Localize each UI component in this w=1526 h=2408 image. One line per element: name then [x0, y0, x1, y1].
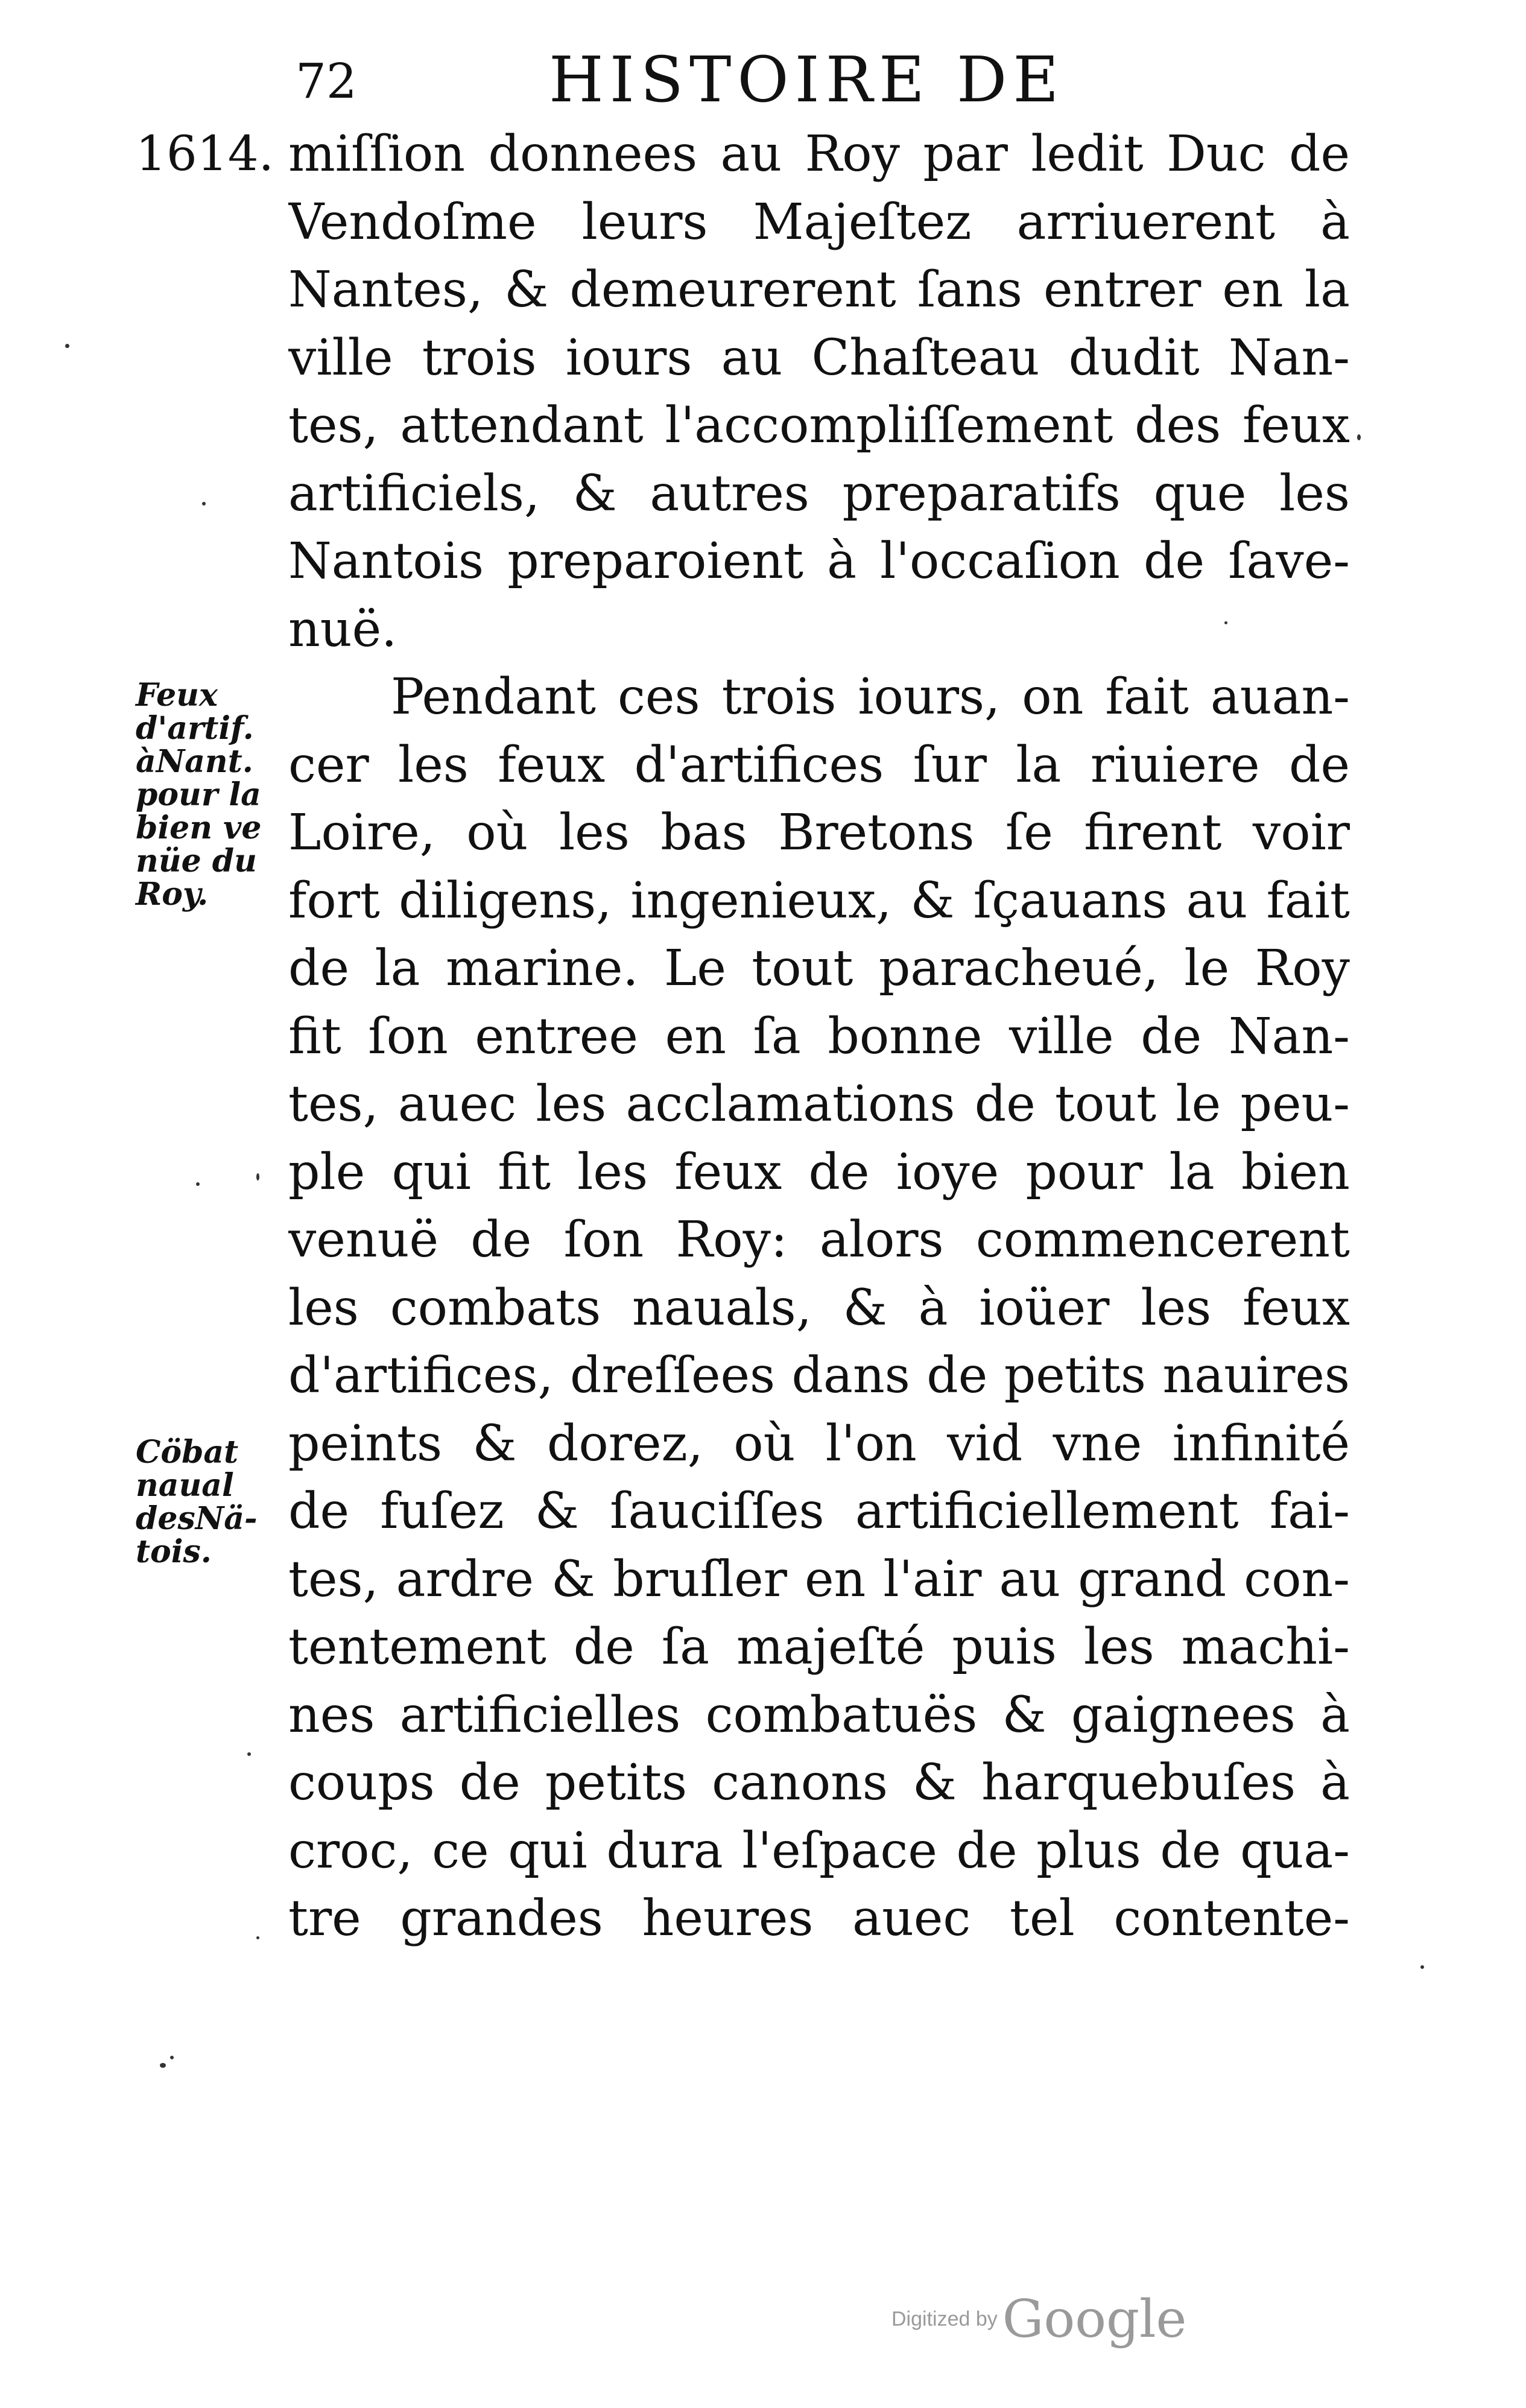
google-logo: Google: [1002, 2289, 1187, 2349]
text-line: de la marine. Le tout paracheué, le Roy: [288, 940, 1350, 997]
ink-speck: [1357, 434, 1361, 440]
text-line: Nantes, & demeurerent ſans entrer en la: [288, 261, 1350, 318]
margin-note-line: àNant.: [136, 743, 253, 780]
margin-note-line: desNä-: [136, 1500, 258, 1537]
text-line: artificiels, & autres preparatifs que les: [288, 464, 1350, 522]
ink-speck: [65, 344, 69, 348]
text-line: Pendant ces trois iours, on fait auan-: [391, 668, 1350, 726]
ink-speck: [247, 1752, 251, 1756]
digitized-by-label: Digitized by: [891, 2307, 998, 2331]
ink-speck: [160, 2063, 166, 2068]
text-line: miſſion donnees au Roy par ledit Duc de: [288, 125, 1350, 183]
text-line: croc, ce qui dura l'eſpace de plus de qua-: [288, 1822, 1350, 1880]
text-line: ville trois iours au Chaſteau dudit Nan-: [288, 329, 1350, 387]
text-line: ple qui fit les feux de ioye pour la bien: [288, 1143, 1350, 1201]
margin-note-line: nüe du: [136, 843, 257, 879]
text-line: peints & dorez, où l'on vid vne infinité: [288, 1415, 1350, 1472]
text-line: tes, ardre & bruſler en l'air au grand con-: [288, 1550, 1350, 1608]
digitized-watermark: [891, 2289, 1186, 2349]
text-line: tentement de ſa majeſté puis les machi-: [288, 1618, 1350, 1676]
margin-note-line: tois.: [136, 1533, 212, 1570]
text-line: venuë de ſon Roy: alors commencerent: [288, 1211, 1350, 1269]
text-line: d'artifices, dreſſees dans de petits nauires: [288, 1347, 1350, 1404]
margin-note-naval-combat: [136, 1436, 287, 1568]
ink-speck: [1224, 621, 1227, 624]
body-text: [288, 121, 1350, 1953]
ink-speck: [196, 1182, 200, 1186]
text-line: cer les feux d'artifices ſur la riuiere de: [288, 736, 1350, 794]
ink-speck: [256, 1936, 259, 1939]
text-line: tes, auec les acclamations de tout le peu-: [288, 1076, 1350, 1133]
page-number: 72: [296, 53, 357, 109]
margin-note-line: naual: [136, 1467, 234, 1504]
margin-note-line: Roy.: [136, 876, 209, 913]
text-line: Vendoſme leurs Majeſtez arriuerent à: [288, 193, 1350, 251]
text-line: Loire, où les bas Bretons ſe firent voir: [288, 804, 1350, 861]
margin-note-line: Feux: [136, 677, 218, 714]
text-line: Nantois preparoient à l'occaſion de ſave-: [288, 533, 1350, 590]
text-line: nuë.: [288, 600, 397, 658]
text-line: fit ſon entree en ſa bonne ville de Nan-: [288, 1007, 1350, 1065]
text-line: tre grandes heures auec tel contente-: [288, 1890, 1350, 1947]
margin-year: 1614.: [136, 125, 274, 182]
text-line: de fuſez & ſauciſſes artificiellement fai-: [288, 1483, 1350, 1540]
text-line: tes, attendant l'accompliſſement des feux: [288, 397, 1350, 454]
margin-note-fireworks: [136, 679, 287, 911]
margin-note-line: Cöbat: [136, 1434, 239, 1471]
text-line: nes artificielles combatuës & gaignees à: [288, 1686, 1350, 1744]
ink-speck: [1420, 1965, 1424, 1969]
margin-note-line: bien ve: [136, 810, 262, 846]
running-title: HISTOIRE DE: [549, 43, 1065, 116]
text-line: les combats nauals, & à ioüer les feux: [288, 1279, 1350, 1337]
ink-speck: [202, 502, 206, 505]
margin-note-line: d'artif.: [136, 710, 254, 747]
margin-note-line: pour la: [136, 776, 261, 813]
text-line: fort diligens, ingenieux, & ſçauans au fait: [288, 872, 1350, 930]
text-line: coups de petits canons & harquebuſes à: [288, 1754, 1350, 1811]
ink-speck: [170, 2056, 174, 2059]
ink-speck: [256, 1173, 259, 1180]
